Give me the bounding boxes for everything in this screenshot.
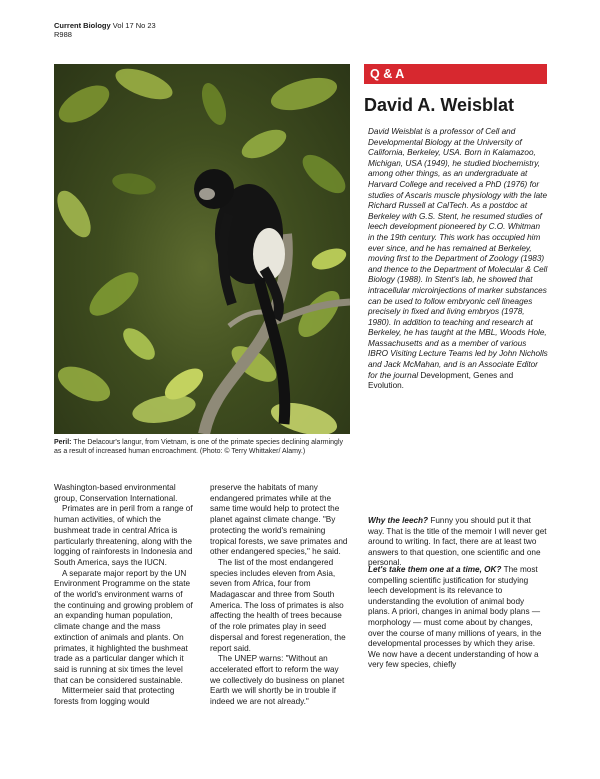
journal-name: Current Biology xyxy=(54,21,111,30)
bio-journal-name: Development, Genes and Evolution. xyxy=(368,370,514,391)
question-1: Why the leech? xyxy=(368,516,429,525)
article-paragraph: Primates are in peril from a range of human activities, of which the bushmeat trade in central Africa is particularly threatening, along with the logging of rainforests in Indonesia and South America, says the IUCN. xyxy=(54,504,193,567)
journal-volume: Vol 17 No 23 xyxy=(112,21,156,30)
running-header xyxy=(54,21,156,39)
qa-item-2 xyxy=(368,565,548,671)
langur-photo-illustration xyxy=(54,64,350,434)
article-paragraph: Washington-based environmental group, Conservation International. xyxy=(54,483,178,503)
article-paragraph: preserve the habitats of many endangered primates while at the same time would help to protect the planet against climate change. "By protecting the world's remaining tropical forests, we save primates and other endangered species," he said. xyxy=(210,483,348,557)
langur-photo xyxy=(54,64,350,434)
qa-item-1 xyxy=(368,516,548,569)
question-2: Let's take them one at a time, OK? xyxy=(368,565,502,574)
interviewee-name: David A. Weisblat xyxy=(364,95,515,115)
answer-1: Funny you should put it that way. That is the title of the memoir I will never get around to writing. In fact, there are at least two answers to that question, one scientific and one personal. xyxy=(368,516,547,568)
interviewee-bio xyxy=(368,127,548,392)
article-column-1 xyxy=(54,483,194,708)
photo-caption xyxy=(54,438,350,457)
article-paragraph: A separate major report by the UN Environment Programme on the state of the world's environment warns of the continuing and growing problem of an expanding human population, climate change and the mass extinction of animals and plants. On primates, it highlighted the bushmeat trade as a particular danger which it said is running at six times the level that can be considered sustainable. xyxy=(54,568,193,685)
page-number: R988 xyxy=(54,30,72,39)
answer-2: The most compelling scientific justification for studying leech development is its relevance to understanding the evolution of animal body plans. A priori, changes in animal body plans — morphology — must come about by changes, over the course of many millions of years, in the developmental processes by which they arise. We now have a decent understanding of how a very few species, chiefly xyxy=(368,565,542,670)
article-paragraph: The UNEP warns: "Without an accelerated effort to reform the way we collectively do business on planet Earth we will shortly be in trouble if indeed we are not already." xyxy=(210,654,345,707)
article-paragraph: Mittermeier said that protecting forests from logging would xyxy=(54,686,175,707)
caption-text: The Delacour's langur, from Vietnam, is one of the primate species declining alarmingly as a result of increased human encroachment. (Photo: © Terry Whittaker/ Alamy.) xyxy=(54,439,344,456)
section-label: Q & A xyxy=(364,64,547,84)
article-column-2 xyxy=(210,483,350,708)
caption-lead: Peril: xyxy=(54,439,72,446)
article-paragraph: The list of the most endangered species includes eleven from Asia, seven from Africa, four from Madagascar and three from South America. The loss of primates is also affecting the health of trees because of the role primates play in seed dispersal and forest regeneration, the report said. xyxy=(210,557,346,653)
bio-italic-text: David Weisblat is a professor of Cell and Developmental Biology at the University of California, Berkeley, USA. Born in Kalamazoo, Michigan, USA (1949), he studied biochemistry, among other things, as an undergraduate at Harvard College and received a PhD (1976) for studies of Ascaris muscle physiology with the late Richard Russell at CalTech. As a postdoc at Berkeley with G.S. Stent, he resumed studies of leech development pioneered by C.O. Whitman in the 19th century. This work has occupied him ever since, and he has remained at Berkeley, moving first to the Department of Zoology (1983) and thence to the Department of Molecular & Cell Biology (1988). In Stent's lab, he showed that intracellular microinjections of marker substances can be used to follow embryonic cell lineages precisely in fixed and living embryos (1978, 1980). In addition to teaching and research at Berkeley, he has taught at the MBL, Woods Hole, Massachusetts and as a member of various IBRO Visiting Lecture Teams led by John Nicholls and Jack McMahan, and is an Associate Editor for the journal xyxy=(368,127,548,380)
